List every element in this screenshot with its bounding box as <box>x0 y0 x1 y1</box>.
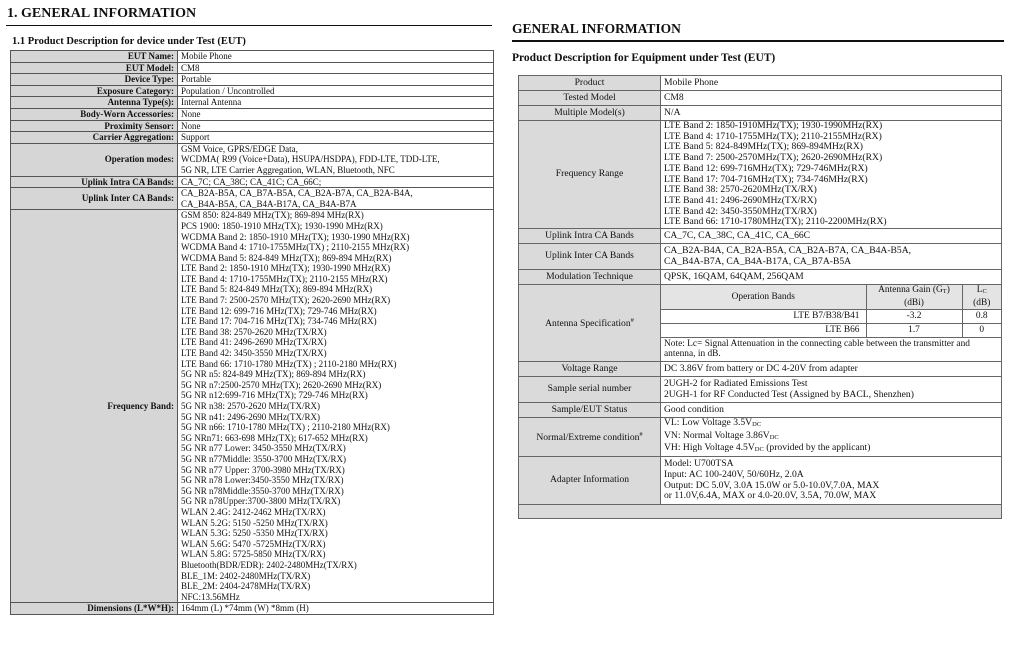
value-line: 5G NR n66: 1710-1780 MHz(TX) ; 2110-2180 MHz(RX) <box>181 422 390 433</box>
row-value <box>178 74 494 86</box>
value-line: LTE Band 7: 2500-2570 MHz(TX); 2620-2690 MHz(RX) <box>181 295 391 306</box>
value-line: LTE Band 17: 704-716 MHz(TX); 734-746 MHz(RX) <box>181 316 377 327</box>
row-label: Frequency Band: <box>11 210 178 603</box>
frequency-line: LTE Band 17: 704-716MHz(TX); 734-746MHz(RX) <box>664 173 868 185</box>
cable-loss: 0.8 <box>962 309 1001 323</box>
row-value <box>178 176 494 188</box>
table-row <box>519 91 1002 106</box>
value-line: Support <box>181 132 210 143</box>
row-value <box>178 210 494 603</box>
left-heading: 1. GENERAL INFORMATION <box>7 6 197 21</box>
table-row <box>11 188 494 210</box>
value-line: WLAN 2.4G: 2412-2462 MHz(TX/RX) <box>181 506 326 517</box>
condition-value <box>661 418 1002 457</box>
row-value <box>178 62 494 74</box>
table-row <box>519 229 1002 244</box>
adapter-line: Model: U700TSA <box>664 458 734 470</box>
value-line: LTE Band 38: 2570-2620 MHz(TX/RX) <box>181 326 327 337</box>
voltage-label: Voltage Range <box>519 362 661 377</box>
cable-loss-header-text: L <box>976 285 983 296</box>
frequency-line: LTE Band 12: 699-716MHz(TX); 729-746MHz(RX) <box>664 162 868 174</box>
row-value <box>178 108 494 120</box>
row-label: Uplink Inter CA Bands: <box>11 188 178 210</box>
row-label: Carrier Aggregation: <box>11 132 178 144</box>
frequency-line: LTE Band 38: 2570-2620MHz(TX/RX) <box>664 184 817 196</box>
antenna-band: LTE B7/B38/B41 <box>661 309 866 323</box>
antenna-spec-label-text: Antenna Specification <box>545 318 631 330</box>
frequency-line: LTE Band 66: 1710-1780MHz(TX); 2110-2200MHz(RX) <box>664 216 887 228</box>
row-label: Body-Worn Accessories: <box>11 108 178 120</box>
frequency-line: LTE Band 41: 2496-2690MHz(TX/RX) <box>664 194 817 206</box>
value-line: 5G NR n78Middle:3550-3700 MHz(TX/RX) <box>181 485 344 496</box>
row-label: Operation modes: <box>11 143 178 176</box>
modulation-label: Modulation Technique <box>519 270 661 285</box>
row-value <box>178 120 494 132</box>
left-heading-rule <box>6 25 492 26</box>
value-line: LTE Band 2: 1850-1910 MHz(TX); 1930-1990 MHz(RX) <box>181 263 391 274</box>
row-label: Dimensions (L*W*H): <box>11 603 178 615</box>
tested-model-label: Tested Model <box>519 91 661 106</box>
value-line: 5G NRn71: 663-698 MHz(TX); 617-652 MHz(RX) <box>181 432 368 443</box>
value-line: WLAN 5.3G: 5250 -5350 MHz(TX/RX) <box>181 528 328 539</box>
row-label: Exposure Category: <box>11 85 178 97</box>
inter-ca-value <box>661 244 1002 270</box>
value-line: BLE_1M: 2402-2480MHz(TX/RX) <box>181 570 311 581</box>
value-line: Bluetooth(BDR/EDR): 2402-2480MHz(TX/RX) <box>181 559 357 570</box>
antenna-row <box>661 323 1001 337</box>
antenna-spec-cell <box>661 285 1002 362</box>
inter-ca-line: CA_B2A-B4A, CA_B2A-B5A, CA_B2A-B7A, CA_B4A-B5A, <box>664 244 912 256</box>
value-line: 5G NR n77 Upper: 3700-3980 MHz(TX/RX) <box>181 464 345 475</box>
condition-vh <box>664 443 998 456</box>
adapter-value <box>661 457 1002 505</box>
antenna-band: LTE B66 <box>661 323 866 337</box>
value-line: 5G NR n5: 824-849 MHz(TX); 869-894 MHz(RX) <box>181 369 366 380</box>
table-row <box>11 108 494 120</box>
table-row <box>519 377 1002 403</box>
value-line: Population / Uncontrolled <box>181 85 275 96</box>
value-line: Internal Antenna <box>181 97 242 108</box>
adapter-line: Output: DC 5.0V, 3.0A 15.0W or 5.0-10.0V,7.0A, MAX <box>664 479 880 491</box>
value-line: GSM Voice, GPRS/EDGE Data, <box>181 143 298 154</box>
antenna-spec-label <box>519 285 661 362</box>
value-line: WCDMA Band 5: 824-849 MHz(TX); 869-894 MHz(RX) <box>181 252 392 263</box>
table-row <box>519 418 1002 457</box>
condition-marker: # <box>639 431 643 439</box>
antenna-gain-unit: (dBi) <box>904 297 924 308</box>
antenna-table <box>661 285 1001 361</box>
right-spec-table <box>518 75 1002 519</box>
table-row <box>11 51 494 63</box>
table-row <box>519 505 1002 519</box>
value-line: BLE_2M: 2404-2478MHz(TX/RX) <box>181 581 311 592</box>
table-row <box>11 85 494 97</box>
dc-sub: DC <box>769 433 779 441</box>
value-line: WCDMA Band 2: 1850-1910 MHz(TX); 1930-1990 MHz(RX) <box>181 231 410 242</box>
table-row <box>519 76 1002 91</box>
value-line: None <box>181 120 201 131</box>
value-line: WLAN 5.6G: 5470 -5725MHz(TX/RX) <box>181 538 326 549</box>
value-line: 5G NR n7:2500-2570 MHz(TX); 2620-2690 MHz(RX) <box>181 379 382 390</box>
antenna-gain-header: Antenna Gain $(G_T)$ (dBi) <box>866 285 962 309</box>
antenna-note: Note: Lc= Signal Attenuation in the connecting cable between the transmitter and antenna, in dB. <box>661 337 1001 361</box>
serial-label: Sample serial number <box>519 377 661 403</box>
value-line: LTE Band 4: 1710-1755MHz(TX); 2110-2155 MHz(RX) <box>181 273 388 284</box>
frequency-line: LTE Band 5: 824-849MHz(TX); 869-894MHz(RX) <box>664 141 863 153</box>
status-label: Sample/EUT Status <box>519 403 661 418</box>
row-label: Uplink Intra CA Bands: <box>11 176 178 188</box>
frequency-line: LTE Band 2: 1850-1910MHz(TX); 1930-1990MHz(RX) <box>664 120 883 131</box>
value-line: 5G NR, LTE Carrier Aggregation, WLAN, Bluetooth, NFC <box>181 164 395 175</box>
condition-label <box>519 418 661 457</box>
table-row <box>519 106 1002 121</box>
antenna-note-row <box>661 337 1001 361</box>
adapter-line: or 11.0V,6.4A, MAX or 4.0-20.0V, 3.5A, 70.0W, MAX <box>664 490 877 502</box>
dc-sub: DC <box>752 421 762 429</box>
value-line: 5G NR n38: 2570-2620 MHz(TX/RX) <box>181 401 320 411</box>
inter-ca-label: Uplink Inter CA Bands <box>519 244 661 270</box>
condition-vh-text: VH: High Voltage 4.5V <box>664 442 755 454</box>
voltage-value: DC 3.86V from battery or DC 4-20V from adapter <box>661 362 1002 377</box>
table-row <box>519 285 1002 362</box>
condition-vn-text: VN: Normal Voltage 3.86V <box>664 429 770 441</box>
tested-model-value: CM8 <box>661 91 1002 106</box>
row-value <box>178 97 494 109</box>
adapter-line: Input: AC 100-240V, 50/60Hz, 2.0A <box>664 468 804 480</box>
value-line: 5G NR n77 Lower: 3450-3550 MHz(TX/RX) <box>181 443 346 454</box>
antenna-spec-marker: # <box>630 317 634 325</box>
modulation-value: QPSK, 16QAM, 64QAM, 256QAM <box>661 270 1002 285</box>
frequency-line: LTE Band 7: 2500-2570MHz(TX); 2620-2690MHz(RX) <box>664 152 883 164</box>
serial-line: 2UGH-1 for RF Conducted Test (Assigned by BACL, Shenzhen) <box>664 388 914 400</box>
value-line: 5G NR n78 Lower:3450-3550 MHz(TX/RX) <box>181 475 344 486</box>
antenna-gain-sub: T <box>942 288 947 296</box>
inter-ca-line: CA_B4A-B7A, CA_B4A-B17A, CA_B7A-B5A <box>664 255 852 267</box>
condition-vh-tail: (provided by the applicant) <box>763 442 871 454</box>
antenna-row <box>661 309 1001 323</box>
row-value <box>178 51 494 63</box>
row-label: EUT Model: <box>11 62 178 74</box>
value-line: WLAN 5.2G: 5150 -5250 MHz(TX/RX) <box>181 517 328 528</box>
cable-loss-sub: C <box>982 288 987 296</box>
row-value <box>178 85 494 97</box>
antenna-gain: -3.2 <box>866 309 962 323</box>
multiple-models-value: N/A <box>661 106 1002 121</box>
table-row <box>519 121 1002 229</box>
table-row <box>519 362 1002 377</box>
frequency-line: LTE Band 4: 1710-1755MHz(TX); 2110-2155MHz(RX) <box>664 130 882 142</box>
table-row <box>11 120 494 132</box>
row-label: Device Type: <box>11 74 178 86</box>
condition-label-text: Normal/Extreme condition <box>536 432 640 444</box>
table-row <box>11 603 494 615</box>
value-line: None <box>181 108 201 119</box>
left-document <box>6 4 494 614</box>
value-line: LTE Band 12: 699-716 MHz(TX); 729-746 MHz(RX) <box>181 305 377 316</box>
value-line: 164mm (L) *74mm (W) *8mm (H) <box>181 603 309 614</box>
row-value <box>178 143 494 176</box>
intra-ca-value: CA_7C, CA_38C, CA_41C, CA_66C <box>661 229 1002 244</box>
value-line: 5G NR n41: 2496-2690 MHz(TX/RX) <box>181 411 320 422</box>
value-line: CA_B2A-B5A, CA_B7A-B5A, CA_B2A-B7A, CA_B2A-B4A, <box>181 188 413 199</box>
row-label: Proximity Sensor: <box>11 120 178 132</box>
cable-loss-unit: (dB) <box>973 297 991 308</box>
intra-ca-label: Uplink Intra CA Bands <box>519 229 661 244</box>
table-row <box>11 97 494 109</box>
table-row <box>519 403 1002 418</box>
value-line: 5G NR n12:699-716 MHz(TX); 729-746 MHz(RX) <box>181 390 368 401</box>
table-row <box>519 457 1002 505</box>
right-heading: GENERAL INFORMATION <box>512 21 681 36</box>
blank-footer-row <box>519 505 1002 519</box>
row-value <box>178 132 494 144</box>
condition-vl-text: VL: Low Voltage 3.5V <box>664 417 753 429</box>
serial-line: 2UGH-2 for Radiated Emissions Test <box>664 377 808 389</box>
antenna-gain-header-text: Antenna Gain (G <box>878 285 943 296</box>
cable-loss: 0 <box>962 323 1001 337</box>
value-line: LTE Band 42: 3450-3550 MHz(TX/RX) <box>181 348 327 359</box>
antenna-header-row <box>661 285 1001 309</box>
frequency-line: LTE Band 42: 3450-3550MHz(TX/RX) <box>664 205 817 217</box>
table-row <box>11 143 494 176</box>
value-line: WCDMA Band 4: 1710-1755MHz(TX) ; 2110-2155 MHz(RX) <box>181 242 410 253</box>
row-value <box>178 603 494 615</box>
value-line: 5G NR n77Middle: 3550-3700 MHz(TX/RX) <box>181 453 346 464</box>
value-line: Portable <box>181 74 211 85</box>
value-line: LTE Band 5: 824-849 MHz(TX); 869-894 MHz(RX) <box>181 284 373 295</box>
left-subheading: 1.1 Product Description for device under Test (EUT) <box>12 36 246 47</box>
status-value: Good condition <box>661 403 1002 418</box>
product-value: Mobile Phone <box>661 76 1002 91</box>
row-label: Antenna Type(s): <box>11 97 178 109</box>
table-row <box>11 62 494 74</box>
right-subheading: Product Description for Equipment under Test (EUT) <box>512 52 776 64</box>
value-line: NFC:13.56MHz <box>181 591 240 602</box>
value-line: Mobile Phone <box>181 51 232 61</box>
table-row <box>519 244 1002 270</box>
cable-loss-header <box>962 285 1001 309</box>
multiple-models-label: Multiple Model(s) <box>519 106 661 121</box>
table-row <box>11 176 494 188</box>
frequency-range-value <box>661 121 1002 229</box>
value-line: CM8 <box>181 62 200 73</box>
adapter-label: Adapter Information <box>519 457 661 505</box>
right-heading-rule <box>512 40 1004 42</box>
table-row <box>11 210 494 603</box>
value-line: WCDMA( R99 (Voice+Data), HSUPA/HSDPA), FDD-LTE, TDD-LTE, <box>181 154 440 165</box>
serial-value <box>661 377 1002 403</box>
value-line: LTE Band 66: 1710-1780 MHz(TX) ; 2110-2180 MHz(RX) <box>181 358 397 369</box>
value-line: WLAN 5.8G: 5725-5850 MHz(TX/RX) <box>181 549 326 560</box>
left-spec-table <box>10 50 494 615</box>
value-line: 5G NR n78Upper:3700-3800 MHz(TX/RX) <box>181 496 341 507</box>
right-document <box>512 20 1007 519</box>
row-label: EUT Name: <box>11 51 178 63</box>
antenna-gain: 1.7 <box>866 323 962 337</box>
table-row <box>519 270 1002 285</box>
row-value <box>178 188 494 210</box>
value-line: PCS 1900: 1850-1910 MHz(TX); 1930-1990 MHz(RX) <box>181 220 383 231</box>
value-line: CA_7C; CA_38C; CA_41C; CA_66C; <box>181 176 322 187</box>
table-row <box>11 132 494 144</box>
dc-sub: DC <box>754 446 764 454</box>
table-row <box>11 74 494 86</box>
product-label: Product <box>519 76 661 91</box>
operation-bands-header: Operation Bands <box>661 285 866 309</box>
value-line: GSM 850: 824-849 MHz(TX); 869-894 MHz(RX) <box>181 210 364 221</box>
value-line: CA_B4A-B5A, CA_B4A-B17A, CA_B4A-B7A <box>181 198 357 209</box>
frequency-range-label: Frequency Range <box>519 121 661 229</box>
value-line: LTE Band 41: 2496-2690 MHz(TX/RX) <box>181 337 327 348</box>
